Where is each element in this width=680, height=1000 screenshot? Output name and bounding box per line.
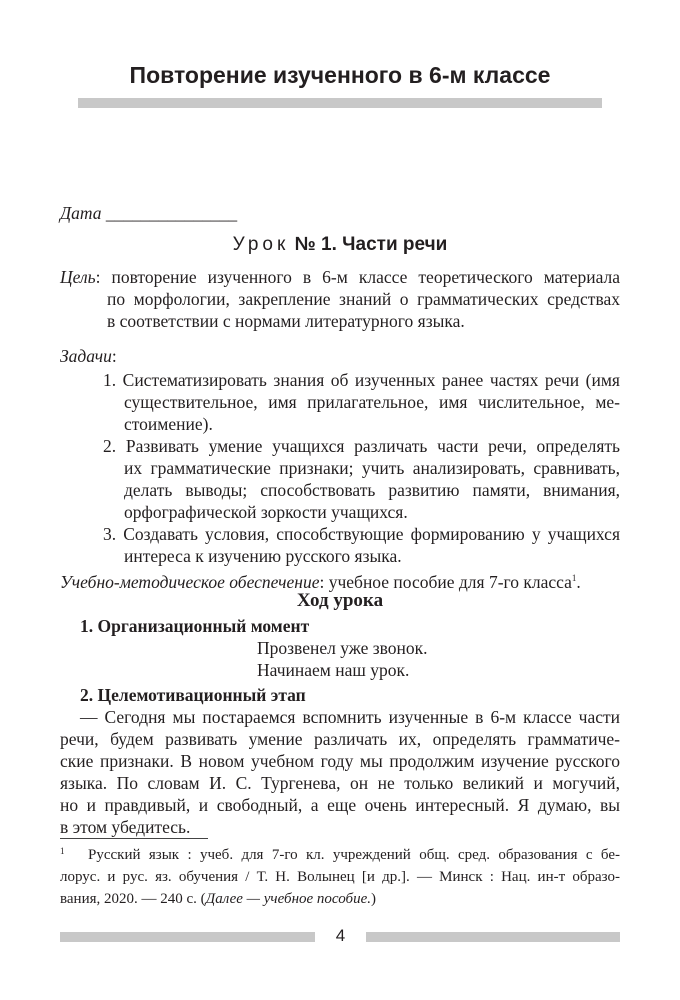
- footer-bar-right: [366, 932, 620, 942]
- task-line: стоимение).: [124, 414, 213, 434]
- paragraph-line: языка. По словам И. С. Тургенева, он не только великий и могучий,: [60, 773, 620, 793]
- poem-line: Прозвенел уже звонок.: [257, 638, 428, 658]
- goal-line-1: [60, 266, 620, 288]
- task-line: интереса к изучению русского языка.: [124, 546, 402, 566]
- footnote-rule: [60, 838, 208, 839]
- stage2-title: 2. Целемотивационный этап: [80, 685, 306, 705]
- footer-bar-left: [60, 932, 315, 942]
- task-line: орфографической зоркости учащихся.: [124, 502, 408, 522]
- paragraph-line: — Сегодня мы постараемся вспомнить изученные в 6-м классе части: [80, 707, 620, 727]
- footnote-ref[interactable]: 1: [571, 573, 577, 583]
- page-number: 4: [335, 926, 346, 945]
- footnote-mark: 1: [60, 846, 65, 856]
- tasks-colon: :: [111, 346, 117, 366]
- paragraph-line: но и правдивый, и свободный, а еще очень интересный. Я думаю, вы: [60, 795, 620, 815]
- goal-text: : повторение изученного в 6-м классе теоретического материала: [95, 267, 620, 287]
- support-line: [60, 567, 581, 592]
- poem-line: Начинаем наш урок.: [257, 660, 410, 680]
- paragraph-line: в этом убедитесь.: [60, 817, 191, 837]
- goal-line-3: в соответствии с нормами литературного языка.: [107, 311, 465, 331]
- lesson-title: [0, 234, 680, 256]
- paragraph-line: речи, будем развивать умение различать их, определять грамматиче-: [60, 729, 620, 749]
- date-blank: _______________: [105, 203, 238, 223]
- footnote-line: лорус. и рус. яз. обучения / Т. Н. Волынец [и др.]. — Минск : Нац. ин-т образо-: [60, 869, 620, 885]
- paragraph-line: ские признаки. В новом учебном году мы продолжим изучение русского: [60, 751, 620, 771]
- support-end: .: [576, 571, 581, 592]
- support-text: : учебное пособие для 7-го класса: [319, 571, 572, 592]
- task-line: 3. Создавать условия, способствующие формированию у учащихся: [103, 524, 620, 544]
- tasks-label: [60, 345, 117, 367]
- tasks-label-text: Задачи: [60, 346, 112, 366]
- progress-heading: Ход урока: [296, 590, 384, 611]
- title-divider: [78, 98, 602, 108]
- task-line: 1. Систематизировать знания об изученных ранее частях речи (имя: [103, 370, 620, 390]
- task-line: существительное, имя прилагательное, имя числительное, ме-: [124, 392, 620, 412]
- footnote-end: ): [370, 891, 376, 907]
- task-line: делать выводы; способствовать развитию памяти, внимания,: [124, 480, 620, 500]
- lesson-prefix: Урок: [232, 234, 290, 255]
- goal-line-2: по морфологии, закрепление знаний о грамматических средствах: [107, 289, 620, 309]
- stage1-title: 1. Организационный момент: [80, 616, 310, 636]
- task-line: 2. Развивать умение учащихся различать части речи, определять: [103, 436, 620, 456]
- date-line: [60, 202, 237, 224]
- footnote-line: [60, 888, 376, 910]
- date-label: Дата: [60, 203, 102, 223]
- goal-label: Цель: [60, 267, 96, 287]
- footnote-italic: Далее — учебное пособие.: [205, 891, 371, 907]
- lesson-number: № 1. Части речи: [294, 234, 448, 255]
- task-line: их грамматические признаки; учить анализировать, сравнивать,: [124, 458, 620, 478]
- section-title: Повторение изученного в 6-м классе: [129, 62, 551, 88]
- support-label: Учебно-методическое обеспечение: [60, 571, 320, 592]
- footnote-line: Русский язык : учеб. для 7-го кл. учреждений общ. сред. образования с бе-: [88, 847, 620, 863]
- footnote-text: вания, 2020. — 240 с. (: [60, 891, 206, 907]
